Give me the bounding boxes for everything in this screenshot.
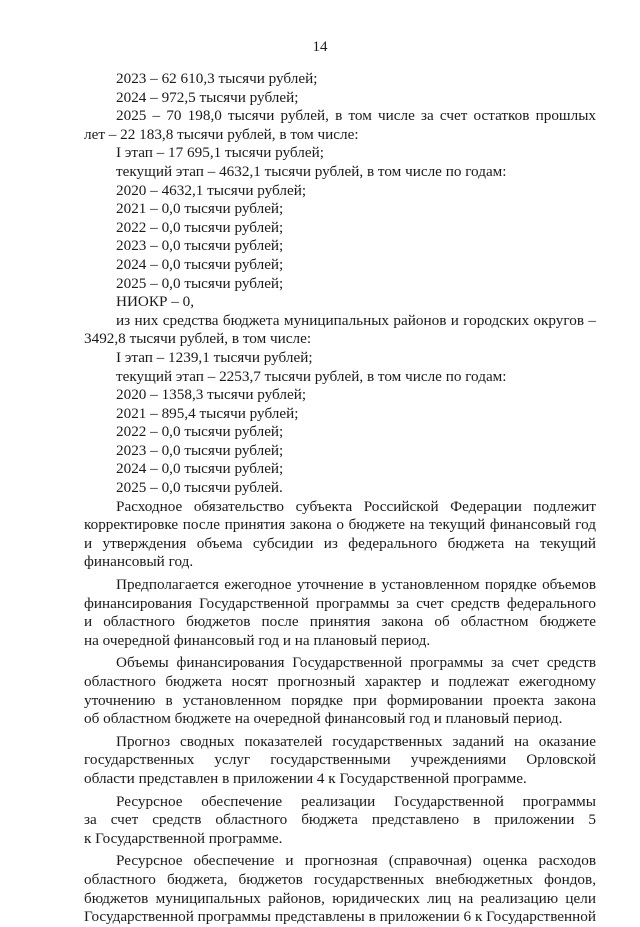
text-line: на очередной финансовый год и на плановый период. xyxy=(84,631,431,649)
text-line: 2025 – 0,0 тысячи рублей. xyxy=(116,479,283,497)
text-line: 2023 – 62 610,3 тысячи рублей; xyxy=(116,70,318,87)
text-line: текущий этап – 4632,1 тысячи рублей, в том числе по годам: xyxy=(116,162,507,180)
text-line: Предполагается ежегодное уточнение в установленном порядке объемов xyxy=(116,576,596,594)
page-number: 14 xyxy=(312,39,328,55)
text-line: 3492,8 тысячи рублей, в том числе: xyxy=(84,330,312,348)
text-line: 2022 – 0,0 тысячи рублей; xyxy=(116,423,284,441)
text-line: Объемы финансирования Государственной программы за счет средств xyxy=(116,654,596,672)
text-line: и областного бюджетов после принятия закона об областном бюджете xyxy=(84,613,596,631)
text-line: Прогноз сводных показателей государственных заданий на оказание xyxy=(116,732,596,750)
text-line: 2024 – 972,5 тысячи рублей; xyxy=(116,88,299,106)
text-line: Ресурсное обеспечение и прогнозная (справочная) оценка расходов xyxy=(116,852,596,870)
text-line: I этап – 17 695,1 тысячи рублей; xyxy=(116,144,324,162)
text-line: Ресурсное обеспечение реализации Государственной программы xyxy=(116,792,596,810)
text-line: 2021 – 0,0 тысячи рублей; xyxy=(116,200,284,218)
text-line: 2025 – 0,0 тысячи рублей; xyxy=(116,274,284,292)
text-line: 2024 – 0,0 тысячи рублей; xyxy=(116,255,284,273)
text-line: НИОКР – 0, xyxy=(116,293,195,311)
text-line: I этап – 1239,1 тысячи рублей; xyxy=(116,348,313,366)
text-line: 2021 – 895,4 тысячи рублей; xyxy=(116,404,299,422)
text-line: финансирования Государственной программы за счет средств федерального xyxy=(84,594,596,612)
text-line: текущий этап – 2253,7 тысячи рублей, в том числе по годам: xyxy=(116,367,507,385)
text-line: 2020 – 1358,3 тысячи рублей; xyxy=(116,386,307,404)
text-line: Расходное обязательство субъекта Российской Федерации подлежит xyxy=(116,497,596,515)
text-line: Государственной программы представлены в приложении 6 к Государственной xyxy=(84,908,596,926)
text-line: 2025 – 70 198,0 тысячи рублей, в том числе за счет остатков прошлых xyxy=(116,107,596,125)
text-line: 2020 – 4632,1 тысячи рублей; xyxy=(116,181,307,199)
text-line: уточнению в установленном порядке при формировании проекта закона xyxy=(84,691,596,709)
text-line: 2023 – 0,0 тысячи рублей; xyxy=(116,441,284,459)
text-line: за счет средств областного бюджета представлено в приложении 5 xyxy=(84,811,596,829)
text-line: и утверждения объема субсидии из федерального бюджета на текущий xyxy=(84,534,596,552)
text-line: к Государственной программе. xyxy=(84,829,283,847)
text-line: лет – 22 183,8 тысячи рублей, в том числе: xyxy=(84,125,359,143)
text-line: 2023 – 0,0 тысячи рублей; xyxy=(116,237,284,255)
text-line: государственных услуг государственными учреждениями Орловской xyxy=(84,751,596,769)
text-line: 2024 – 0,0 тысячи рублей; xyxy=(116,460,284,478)
text-line: бюджетов муниципальных районов, юридических лиц на реализацию цели xyxy=(84,889,596,907)
text-line: 2022 – 0,0 тысячи рублей; xyxy=(116,218,284,236)
text-line: областного бюджета, бюджетов государственных внебюджетных фондов, xyxy=(84,870,596,888)
text-line: области представлен в приложении 4 к Государственной программе. xyxy=(84,769,527,787)
text-line: финансовый год. xyxy=(84,553,194,571)
document-body xyxy=(84,70,596,927)
text-line: об областном бюджете на очередной финансовый год и плановый период. xyxy=(84,710,563,728)
text-line: корректировке после принятия закона о бюджете на текущий финансовый год xyxy=(84,516,596,534)
text-line: областного бюджета носят прогнозный характер и подлежат ежегодному xyxy=(84,673,596,690)
text-line: из них средства бюджета муниципальных районов и городских округов – xyxy=(116,311,596,329)
